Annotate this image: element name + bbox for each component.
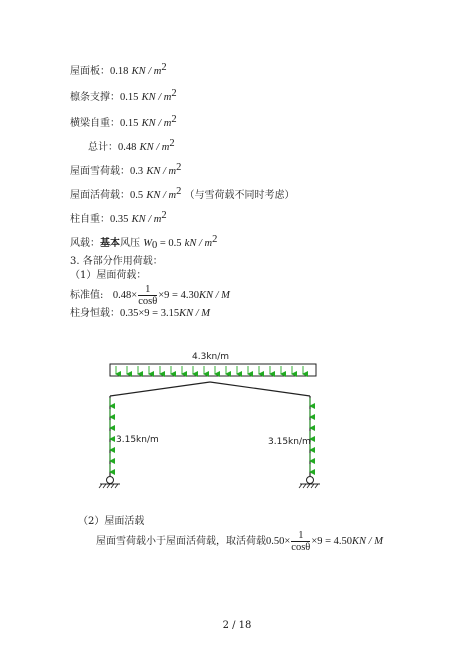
roof-load-label: 4.3kn/m [192,352,230,362]
roof-load-box [110,364,316,376]
section-3-heading: 3. 各部分作用荷载： [70,256,163,267]
roof-panel-line: 屋面板：0.18 KN / $m^2$ [70,62,167,77]
column-self-weight-line: 柱自重：0.35 KN / $m^2$ [70,210,167,225]
portal-frame-diagram [96,344,326,494]
roof-load-subheading: （1）屋面荷载： [70,270,147,281]
roof-live-load-subheading: （2）屋面活载 [78,516,145,527]
column-dead-load-formula: 柱身恒载：0.35×9 = 3.15KN / M [70,308,211,319]
right-rafter [210,382,310,396]
page-number: 2 / 18 [222,620,252,631]
wind-load-line: 风载：基本风压 $W_0 = 0.5$ kN / $m^2$ [70,234,218,251]
right-pin-support [299,477,320,489]
roof-load-arrows [116,366,303,374]
right-column-load-label: 3.15kn/m [268,437,311,447]
roof-snow-line: 屋面雪荷载：0.3 KN / $m^2$ [70,162,182,177]
left-column-load-label: 3.15kn/m [116,435,159,445]
total-line: 总计：0.48 KN / $m^2$ [88,138,175,153]
purlin-line: 檩条支撑：0.15 KN / $m^2$ [70,88,177,103]
left-pin-support [99,477,120,489]
left-rafter [110,382,210,396]
beam-self-weight-line: 横梁自重：0.15 KN / $m^2$ [70,114,177,129]
roof-live-line: 屋面活荷载：0.5 KN / $m^2$ （与雪荷载不同时考虑） [70,186,295,201]
standard-value-formula: 标准值: 0.48× $\frac{1}{\cos\theta}$ ×9 = 4.30KN / M [70,284,230,307]
roof-live-load-formula: 屋面雪荷载小于屋面活荷载，取活荷载0.50× $\frac{1}{\cos\theta}$ ×9 = 4.50KN / M [96,530,383,553]
